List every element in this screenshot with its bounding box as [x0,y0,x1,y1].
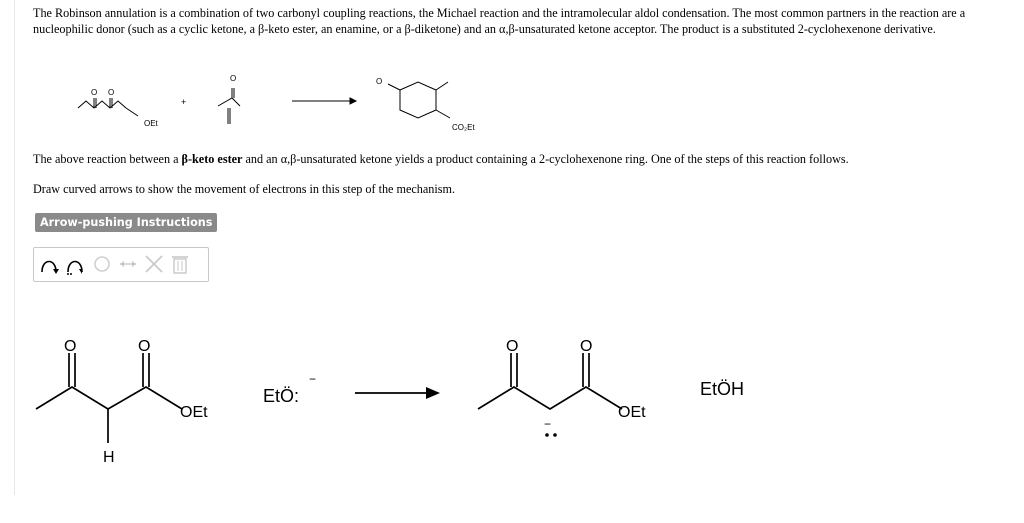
scheme-co2et-label: CO₂Et [452,123,475,132]
scheme-o-label-1: O [91,88,98,97]
reactant-h: H [103,449,115,466]
ethoxide-charge: − [309,372,317,386]
curved-arrow-full-icon[interactable] [38,252,62,276]
scheme-o-label-3: O [230,74,237,83]
ethanol-label: EtÖH [700,379,745,399]
scheme-o-label-4: O [376,77,383,86]
intro-paragraph: The Robinson annulation is a combination of two carbonyl coupling reactions, the Michael reaction and the intramolecular aldol condensation. The most common partners in the reaction are a nucleophilic donor (such as a cyclic ketone, a β-keto ester, an enamine, or a β-diketone) and an α,β-unsaturated ketone acceptor. The product is a substituted 2-cyclohexenone derivative. [33,6,966,36]
question-text: The above reaction between a β-keto ester and an α,β-unsaturated ketone yields a product containing a 2-cyclohexenone ring. One of the steps of this reaction follows. [33,152,849,166]
reactant-o-2: O [138,338,151,355]
product-oet: OEt [618,404,646,421]
product-o-1: O [506,338,519,355]
clear-icon[interactable] [142,252,166,276]
trash-icon[interactable] [168,252,192,276]
arrow-pushing-instructions-button[interactable]: Arrow-pushing Instructions [35,213,217,232]
instruction-text: Draw curved arrows to show the movement of electrons in this step of the mechanism. [33,182,456,196]
scheme-plus: + [181,97,187,107]
ethoxide-label: EtÖ: [263,386,300,406]
scheme-o-label-2: O [108,88,115,97]
product-o-2: O [580,338,593,355]
ring-icon[interactable] [90,252,114,276]
content-left-border [14,0,15,495]
arrow-toolbar [33,247,209,282]
reactant-oet: OEt [180,404,208,421]
reactant-o-1: O [64,338,77,355]
scheme-oet-label: OEt [144,119,158,128]
mechanism-canvas[interactable] [20,325,780,475]
curved-arrow-half-icon[interactable] [64,252,88,276]
robinson-scheme [60,68,500,136]
double-arrow-icon[interactable] [116,252,140,276]
carbanion-charge: − [544,417,552,431]
